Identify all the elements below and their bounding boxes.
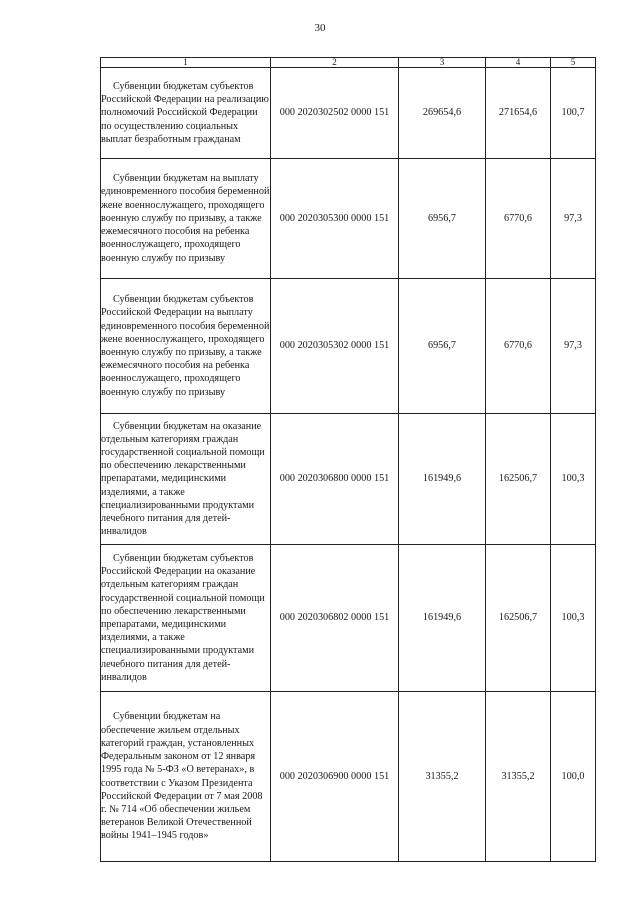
table-row xyxy=(101,279,596,414)
row-percent: 100,7 xyxy=(551,68,596,159)
row-percent: 100,3 xyxy=(551,545,596,692)
row-value-planned: 6956,7 xyxy=(399,159,486,279)
table-row xyxy=(101,159,596,279)
row-description: Субвенции бюджетам на выплату единовременного пособия беременной жене военнослужащего, проходящего военную службу по призыву, а также ежемесячного пособия на ребенка военнослужащего, проходящего военную службу по призыву xyxy=(101,159,271,279)
table-row xyxy=(101,414,596,545)
row-code: 000 2020306800 0000 151 xyxy=(271,414,399,545)
row-value-actual: 162506,7 xyxy=(486,545,551,692)
row-description: Субвенции бюджетам субъектов Российской Федерации на оказание отдельным категориям граждан государственной социальной помощи по обеспечению лекарственными препаратами, медицинскими изделиями, а также специализированными продуктами лечебного питания для детей-инвалидов xyxy=(101,545,271,692)
page-number: 30 xyxy=(314,22,326,34)
column-header-5: 5 xyxy=(551,58,596,68)
row-code: 000 2020306900 0000 151 xyxy=(271,692,399,862)
row-value-actual: 162506,7 xyxy=(486,414,551,545)
row-value-planned: 161949,6 xyxy=(399,414,486,545)
row-percent: 100,3 xyxy=(551,414,596,545)
row-description: Субвенции бюджетам субъектов Российской Федерации на выплату единовременного пособия беременной жене военнослужащего, проходящего военную службу по призыву, а также ежемесячного пособия на ребенка военнослужащего, проходящего военную службу по призыву xyxy=(101,279,271,414)
row-value-actual: 6770,6 xyxy=(486,279,551,414)
table-row xyxy=(101,68,596,159)
table-body xyxy=(101,68,596,862)
row-value-planned: 161949,6 xyxy=(399,545,486,692)
column-header-4: 4 xyxy=(486,58,551,68)
row-code: 000 2020305302 0000 151 xyxy=(271,279,399,414)
row-description: Субвенции бюджетам на обеспечение жильем отдельных категорий граждан, установленных Федеральным законом от 12 января 1995 года № 5-ФЗ «О ветеранах», в соответствии с Указом Президента Российской Федерации от 7 мая 2008 г. № 714 «Об обеспечении жильем ветеранов Великой Отечественной войны 1941–1945 годов» xyxy=(101,692,271,862)
column-header-3: 3 xyxy=(399,58,486,68)
row-value-actual: 271654,6 xyxy=(486,68,551,159)
table-header xyxy=(101,58,596,68)
row-percent: 100,0 xyxy=(551,692,596,862)
row-percent: 97,3 xyxy=(551,159,596,279)
row-value-planned: 269654,6 xyxy=(399,68,486,159)
row-percent: 97,3 xyxy=(551,279,596,414)
header-row xyxy=(101,58,596,68)
table-row xyxy=(101,545,596,692)
row-value-actual: 31355,2 xyxy=(486,692,551,862)
row-code: 000 2020302502 0000 151 xyxy=(271,68,399,159)
row-code: 000 2020306802 0000 151 xyxy=(271,545,399,692)
row-description: Субвенции бюджетам на оказание отдельным категориям граждан государственной социальной помощи по обеспечению лекарственными препаратами, медицинскими изделиями, а также специализированными продуктами лечебного питания для детей-инвалидов xyxy=(101,414,271,545)
column-header-2: 2 xyxy=(271,58,399,68)
row-code: 000 2020305300 0000 151 xyxy=(271,159,399,279)
column-header-1: 1 xyxy=(101,58,271,68)
row-value-actual: 6770,6 xyxy=(486,159,551,279)
budget-table xyxy=(100,57,596,862)
row-value-planned: 31355,2 xyxy=(399,692,486,862)
row-description: Субвенции бюджетам субъектов Российской Федерации на реализацию полномочий Российской Федерации по осуществлению социальных выплат безработным гражданам xyxy=(101,68,271,159)
table-row xyxy=(101,692,596,862)
row-value-planned: 6956,7 xyxy=(399,279,486,414)
